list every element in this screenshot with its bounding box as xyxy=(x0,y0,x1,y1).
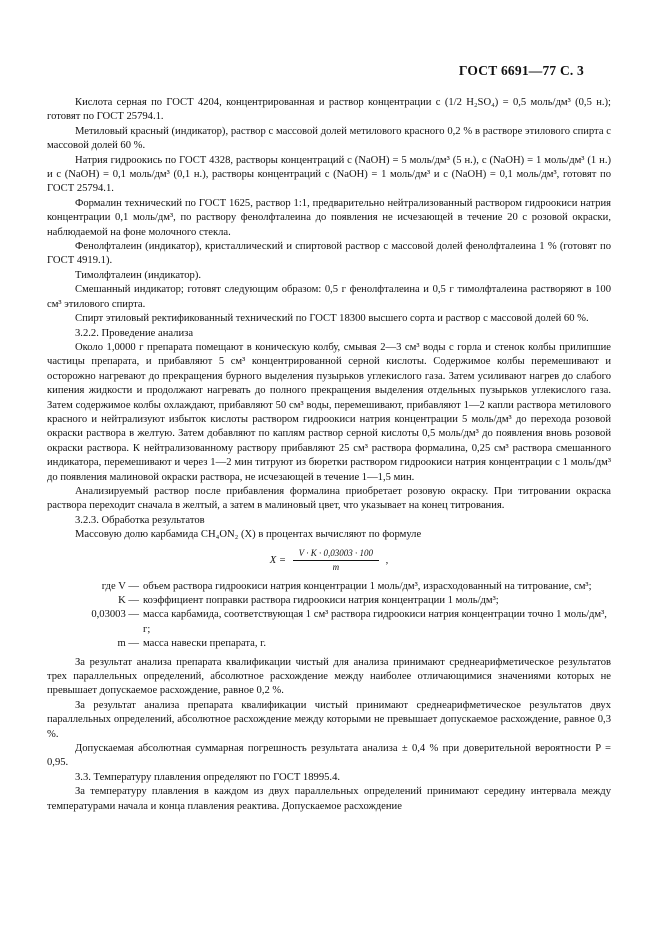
definition-item xyxy=(47,637,611,651)
formula xyxy=(47,547,611,574)
paragraph-result-pure: За результат анализа препарата квалификации чистый принимают среднеарифметическое результатов двух параллельных определений, абсолютное расхождение между которыми не превышает допускаемое расхождение, равное 0,3 %. xyxy=(47,699,611,740)
paragraph-phenolphthalein: Фенолфталеин (индикатор), кристаллический и спиртовой раствор с массовой долей фенолфталеина 1 % (готовят по ГОСТ 4919.1). xyxy=(47,241,611,267)
section-heading-33: 3.3. Температуру плавления определяют по ГОСТ 18995.4. xyxy=(75,771,341,783)
definition-term: 0,03003 — xyxy=(91,609,139,621)
paragraph-sulfuric-acid: Кислота серная по ГОСТ 4204, концентрированная и раствор концентрации c (1/2 H₂SO₄) = 0,5 моль/дм³ (0,5 н.); готовят по ГОСТ 25794.1. xyxy=(47,97,611,123)
paragraph-ethyl-alcohol: Спирт этиловый ректификованный технический по ГОСТ 18300 высшего сорта и раствор с массовой долей 60 %. xyxy=(75,313,589,325)
definition-item xyxy=(47,594,611,608)
paragraph-color-change: Анализируемый раствор после прибавления формалина приобретает розовую окраску. При титровании окраска раствора переходит сначала в желтый, а затем в малиновый цвет, что указывает на конец титрования. xyxy=(47,485,611,512)
page-header: ГОСТ 6691—77 С. 3 xyxy=(458,63,584,78)
paragraph-result-pure-analysis: За результат анализа препарата квалификации чистый для анализа принимают среднеарифметическое результатов трех параллельных определений, абсолютное расхождение между наиболее отличающимися значениями которых не превышает допускаемое расхождение, равное 0,2 %. xyxy=(47,656,611,697)
paragraph-error: Допускаемая абсолютная суммарная погрешность результата анализа ± 0,4 % при доверительной вероятности P = 0,95. xyxy=(47,743,611,769)
formula-tail: , xyxy=(385,554,389,566)
definition-desc: коэффициент поправки раствора гидроокиси натрия концентрации 1 моль/дм³; xyxy=(143,595,499,606)
paragraph-mixed-indicator: Смешанный индикатор; готовят следующим образом: 0,5 г фенолфталеина и 0,5 г тимолфталеина растворяют в 100 см³ этилового спирта. xyxy=(47,284,611,310)
definition-item xyxy=(47,580,611,594)
paragraph-thymolphthalein: Тимолфталеин (индикатор). xyxy=(75,269,202,281)
definition-term: K — xyxy=(118,595,139,606)
definition-desc: масса навески препарата, г. xyxy=(143,638,266,650)
definition-term: m — xyxy=(117,638,139,650)
definition-list xyxy=(47,580,611,652)
formula-fraction xyxy=(293,547,379,574)
paragraph-melting: За температуру плавления в каждом из двух параллельных определений принимают середину интервала между температурами начала и конца плавления реактива. Допускаемое расхождение xyxy=(47,786,611,812)
formula-numerator: V · K · 0,03003 · 100 xyxy=(293,547,379,561)
paragraph-sodium-hydroxide: Натрия гидроокись по ГОСТ 4328, растворы концентраций c (NaOH) = 5 моль/дм³ (5 н.), c (NaOH) = 1 моль/дм³ (1 н.) и c (NaOH) = 0,1 моль/дм³ (0,1 н.), растворы концентраций c (NaOH) = 1 моль/дм³ и c (NaOH) = 0,1 моль/дм³, готовят по ГОСТ 25794.1. xyxy=(47,154,611,195)
formula-lhs: X = xyxy=(269,554,286,566)
formula-denominator: m xyxy=(332,561,340,572)
document-body xyxy=(47,96,611,814)
paragraph-methyl-red: Метиловый красный (индикатор), раствор с массовой долей метилового красного 0,2 % в растворе этилового спирта с массовой долей 60 %. xyxy=(47,125,611,152)
formula-intro: Массовую долю карбамида CH₄ON₂ (X) в процентах вычисляют по формуле xyxy=(75,529,422,541)
definition-item xyxy=(47,608,611,637)
definition-term: где V — xyxy=(101,580,139,592)
definition-desc: объем раствора гидроокиси натрия концентрации 1 моль/дм³, израсходованный на титрование, см³; xyxy=(143,580,592,592)
definition-desc: масса карбамида, соответствующая 1 см³ раствора гидроокиси натрия концентрации точно 1 моль/дм³, г; xyxy=(143,609,607,635)
paragraph-formalin: Формалин технический по ГОСТ 1625, раствор 1:1, предварительно нейтрализованный раствором гидроокиси натрия концентрации 0,1 моль/дм³, по раствору фенолфталеина до появления не исчезающей в течение 20 с розовой окраски, наблюдаемой на фоне молочного стекла. xyxy=(47,197,611,238)
section-heading-323: 3.2.3. Обработка результатов xyxy=(75,514,205,526)
section-heading-322: 3.2.2. Проведение анализа xyxy=(75,327,194,339)
paragraph-procedure: Около 1,0000 г препарата помещают в коническую колбу, смывая 2—3 см³ воды с горла и стенок колбы прилипшие частицы препарата, и прибавляют 5 см³ концентрированной серной кислоты. Содержимое колбы перемешивают и осторожно нагревают до прекращения бурного выделения пузырьков углекислого газа. Затем усиливают нагрев до слабого кипения жидкости и продолжают нагревать до полного прекращения выделения отдельных пузырьков углекислого газа. Затем содержимое колбы охлаждают, прибавляют 50 см³ воды, перемешивают, прибавляют 1—2 капли раствора метилового красного и нейтрализуют избыток кислоты раствором гидроокиси натрия концентрации 5 моль/дм³ до перехода розовой окраски раствора в желтую. Затем добавляют по каплям раствор серной кислоты 0,5 моль/дм³ до появления вновь розовой окраски раствора. К нейтрализованному раствору прибавляют 25 см³ раствора формалина, 0,25 см³ раствора смешанного индикатора, перемешивают и через 1—2 мин титруют из бюретки раствором гидроокиси натрия концентрации с 1 моль/дм³ до появления малиновой окраски раствора, не исчезающей в течение 1—1,5 мин. xyxy=(47,341,611,483)
